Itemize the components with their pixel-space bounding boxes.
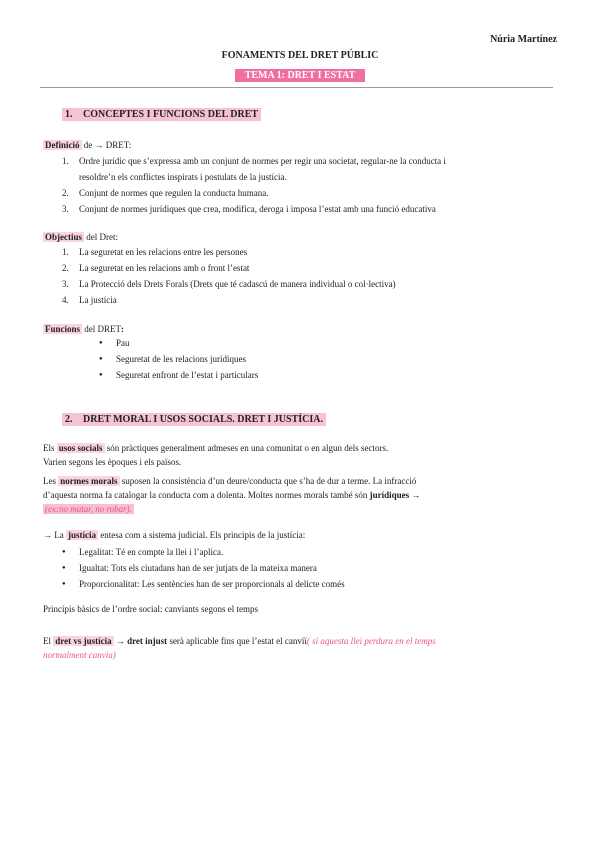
bullet-icon: ●: [62, 565, 66, 571]
section2-title: DRET MORAL I USOS SOCIALS. DRET I JUSTÍCIA.: [83, 414, 323, 425]
list-number: 2.: [62, 188, 69, 198]
dretvs-note-line1: ( si aquesta llei perdura en el temps: [306, 636, 436, 646]
principis-paragraph: Principis bàsics de l’ordre social: canviants segons el temps: [43, 604, 258, 614]
normes-line2-arrow: →: [409, 490, 421, 500]
objectius-label: Objectius: [45, 232, 82, 242]
definicio-label: Definició: [45, 140, 80, 150]
usos-term: usos socials: [58, 443, 103, 453]
normes-morals-paragraph: [43, 474, 551, 516]
list-number: 3.: [62, 204, 69, 214]
usos-socials-paragraph: [43, 441, 551, 469]
list-number: 2.: [62, 263, 69, 273]
definicio-item-1-line2: resoldre’n els conflictes inspirats i postulats de la justícia.: [79, 172, 287, 182]
objectius-item-3: [62, 276, 396, 292]
funcions-item-2-text: Seguretat de les relacions jurídiques: [116, 354, 246, 364]
funcions-label: Funcions: [45, 324, 81, 334]
objectius-item-2: [62, 260, 396, 276]
definicio-item-2: [62, 185, 446, 201]
objectius-item-4: [62, 292, 396, 308]
author-name: Núria Martínez: [490, 34, 557, 45]
objectius-item-2-text: La seguretat en les relacions amb o front l’estat: [79, 263, 250, 273]
bullet-icon: ●: [62, 549, 66, 555]
normes-line1-post: suposen la consistència d’un deure/conducta que s’ha de dur a terme. La infracció: [119, 476, 417, 486]
justicia-item-3: [62, 576, 345, 592]
normes-line2-pre: d’aquesta norma fa catalogar la conducta com a dolenta. Moltes normes morals també són: [43, 490, 370, 500]
normes-example: (ex:no matar, no robar).: [45, 504, 132, 514]
definicio-item-2-text: Conjunt de normes que regulen la conducta humana.: [79, 188, 269, 198]
funcions-list: [99, 335, 259, 383]
objectius-item-4-text: La justícia: [79, 295, 117, 305]
bullet-icon: ●: [99, 340, 103, 346]
document-subtitle: TEMA 1: DRET I ESTAT: [235, 69, 366, 82]
definicio-item-1: [62, 153, 446, 185]
justicia-item-1: [62, 544, 345, 560]
justicia-post: entesa com a sistema judicial. Els principis de la justícia:: [98, 530, 306, 540]
usos-pre: Els: [43, 443, 57, 453]
bullet-icon: ●: [99, 356, 103, 362]
justicia-item-2-text: Igualtat: Tots els ciutadans han de ser jutjats de la mateixa manera: [79, 563, 317, 573]
dretvs-term: dret vs justícia: [55, 636, 112, 646]
justicia-item-1-text: Legalitat: Té en compte la llei i l’aplica.: [79, 547, 224, 557]
dretvs-post: serà aplicable fins que l’estat el canviï: [167, 636, 307, 646]
justicia-principles-list: [62, 544, 345, 592]
list-number: 4.: [62, 295, 69, 305]
definicio-label-line: [43, 139, 131, 152]
list-number: 1.: [62, 156, 69, 166]
justicia-item-3-text: Proporcionalitat: Les sentències han de ser proporcionals al delicte comés: [79, 579, 345, 589]
normes-line2-bold: jurídiques: [369, 490, 410, 500]
section2-heading: [62, 413, 326, 426]
section1-title: CONCEPTES I FUNCIONS DEL DRET: [83, 109, 259, 120]
justicia-intro: [43, 528, 551, 542]
usos-line2: Varien segons les èpoques i els països.: [43, 457, 182, 467]
section1-heading-highlight: [62, 108, 261, 121]
dretvs-bold2: dret injust: [127, 636, 168, 646]
definicio-list: [62, 153, 446, 217]
section1-heading: [62, 108, 261, 121]
objectius-label-line: [43, 231, 118, 244]
definicio-item-3: [62, 201, 446, 217]
justicia-term: justícia: [68, 530, 96, 540]
normes-term: normes morals: [60, 476, 118, 486]
funcions-label-line: [43, 323, 124, 336]
dretvs-pre: El: [43, 636, 54, 646]
usos-post: són pràctiques generalment admeses en una comunitat o en algun dels sectors.: [104, 443, 389, 453]
funcions-item-2: [99, 351, 258, 367]
objectius-suffix: del Dret:: [84, 232, 118, 242]
objectius-list: [62, 244, 396, 308]
bullet-icon: ●: [99, 372, 103, 378]
objectius-item-3-text: La Protecció dels Drets Forals (Drets que té cadascú de manera individual o col·lectiva): [79, 279, 396, 289]
list-number: 1.: [62, 247, 69, 257]
dretvs-note-line2: normalment canvia): [43, 650, 116, 660]
objectius-item-1: [62, 244, 396, 260]
funcions-suffix: del DRET: [82, 324, 122, 334]
section1-number: 1.: [65, 109, 73, 120]
normes-pre: Les: [43, 476, 59, 486]
justicia-item-2: [62, 560, 345, 576]
definicio-item-3-text: Conjunt de normes jurídiques que crea, modifica, deroga i imposa l’estat amb una funció educativa: [79, 204, 436, 214]
definicio-suffix: de → DRET:: [81, 140, 132, 150]
funcions-colon: :: [121, 324, 125, 334]
bullet-icon: ●: [62, 581, 66, 587]
dret-vs-justicia-paragraph: [43, 634, 551, 662]
header-divider: [40, 87, 553, 88]
dretvs-arrow: →: [113, 636, 128, 646]
funcions-item-1-text: Pau: [116, 338, 130, 348]
list-number: 3.: [62, 279, 69, 289]
subtitle-wrapper: [0, 65, 600, 83]
section2-heading-highlight: [62, 413, 326, 426]
funcions-item-3-text: Seguretat enfront de l’estat i particulars: [116, 370, 259, 380]
section2-number: 2.: [65, 414, 73, 425]
document-title: FONAMENTS DEL DRET PÚBLIC: [221, 50, 379, 61]
funcions-item-3: [99, 367, 259, 383]
definicio-item-1-line1: Ordre jurídic que s’expressa amb un conjunt de normes per regir una societat, regular-ne la conducta i: [79, 156, 446, 166]
funcions-item-1: [99, 335, 258, 351]
objectius-item-1-text: La seguretat en les relacions entre les persones: [79, 247, 248, 257]
justicia-pre: → La: [43, 530, 66, 540]
